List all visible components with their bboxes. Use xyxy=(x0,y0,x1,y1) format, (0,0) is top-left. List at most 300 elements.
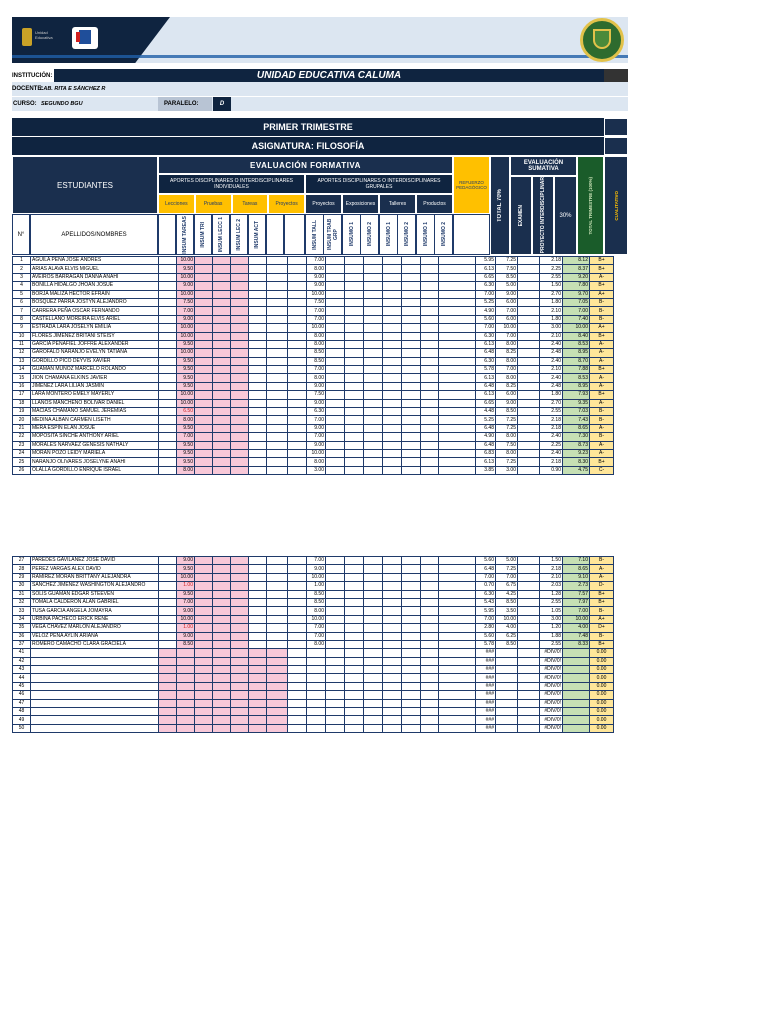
group-cell[interactable] xyxy=(421,257,439,265)
insum-cell[interactable] xyxy=(195,324,213,332)
group-score[interactable]: 8.00 xyxy=(307,340,326,348)
tareas-score[interactable]: 10.00 xyxy=(177,615,195,623)
insum-cell[interactable] xyxy=(159,649,177,657)
exam-score[interactable]: 7.25 xyxy=(496,416,518,424)
insum-cell[interactable] xyxy=(213,716,231,724)
group-cell[interactable] xyxy=(326,357,345,365)
insum-cell[interactable] xyxy=(213,307,231,315)
insum-cell[interactable] xyxy=(231,366,249,374)
group-cell[interactable] xyxy=(307,657,326,665)
project-score[interactable] xyxy=(518,441,540,449)
exam-score[interactable]: 3.00 xyxy=(496,466,518,474)
group-cell[interactable] xyxy=(326,366,345,374)
insum-cell[interactable] xyxy=(159,466,177,474)
insum-cell[interactable] xyxy=(213,374,231,382)
project-score[interactable] xyxy=(518,332,540,340)
insum-cell[interactable] xyxy=(195,340,213,348)
refuerzo-cell[interactable] xyxy=(439,340,476,348)
group-cell[interactable] xyxy=(402,399,421,407)
group-cell[interactable] xyxy=(326,699,345,707)
group-cell[interactable] xyxy=(288,298,307,306)
insum-cell[interactable] xyxy=(213,265,231,273)
group-cell[interactable] xyxy=(345,449,364,457)
tareas-score[interactable]: 8.50 xyxy=(177,640,195,648)
exam-score[interactable]: 8.25 xyxy=(496,382,518,390)
group-cell[interactable] xyxy=(421,557,439,565)
group-cell[interactable] xyxy=(364,590,383,598)
group-cell[interactable] xyxy=(326,399,345,407)
group-cell[interactable] xyxy=(421,674,439,682)
group-cell[interactable] xyxy=(345,657,364,665)
insum-cell[interactable] xyxy=(249,282,267,290)
insum-cell[interactable] xyxy=(267,307,288,315)
insum-cell[interactable] xyxy=(159,666,177,674)
group-cell[interactable] xyxy=(421,382,439,390)
group-cell[interactable] xyxy=(421,449,439,457)
group-score[interactable]: 8.50 xyxy=(307,590,326,598)
insum-cell[interactable] xyxy=(177,724,195,732)
group-cell[interactable] xyxy=(402,391,421,399)
refuerzo-cell[interactable] xyxy=(439,607,476,615)
tareas-score[interactable]: 9.50 xyxy=(177,590,195,598)
insum-cell[interactable] xyxy=(231,615,249,623)
group-score[interactable]: 8.50 xyxy=(307,598,326,606)
insum-cell[interactable] xyxy=(267,657,288,665)
exam-score[interactable] xyxy=(496,666,518,674)
group-cell[interactable] xyxy=(383,582,402,590)
group-cell[interactable] xyxy=(345,466,364,474)
insum-cell[interactable] xyxy=(213,607,231,615)
group-cell[interactable] xyxy=(345,382,364,390)
group-cell[interactable] xyxy=(402,649,421,657)
group-cell[interactable] xyxy=(345,724,364,732)
insum-cell[interactable] xyxy=(195,424,213,432)
tareas-score[interactable]: 9.50 xyxy=(177,441,195,449)
project-score[interactable] xyxy=(518,573,540,581)
group-cell[interactable] xyxy=(383,257,402,265)
group-cell[interactable] xyxy=(364,615,383,623)
group-cell[interactable] xyxy=(421,666,439,674)
group-cell[interactable] xyxy=(364,441,383,449)
group-cell[interactable] xyxy=(364,257,383,265)
insum-cell[interactable] xyxy=(213,391,231,399)
group-cell[interactable] xyxy=(364,290,383,298)
insum-cell[interactable] xyxy=(267,691,288,699)
insum-cell[interactable] xyxy=(213,340,231,348)
group-score[interactable]: 7.50 xyxy=(307,391,326,399)
group-cell[interactable] xyxy=(402,374,421,382)
insum-cell[interactable] xyxy=(249,699,267,707)
group-cell[interactable] xyxy=(383,466,402,474)
exam-score[interactable]: 7.50 xyxy=(496,441,518,449)
project-score[interactable] xyxy=(518,374,540,382)
group-cell[interactable] xyxy=(402,324,421,332)
group-cell[interactable] xyxy=(402,416,421,424)
group-cell[interactable] xyxy=(345,691,364,699)
group-cell[interactable] xyxy=(345,615,364,623)
group-cell[interactable] xyxy=(402,290,421,298)
project-score[interactable] xyxy=(518,565,540,573)
tareas-score[interactable]: 9.50 xyxy=(177,366,195,374)
insum-cell[interactable] xyxy=(231,399,249,407)
insum-cell[interactable] xyxy=(231,424,249,432)
insum-cell[interactable] xyxy=(195,624,213,632)
group-cell[interactable] xyxy=(288,307,307,315)
insum-cell[interactable] xyxy=(249,716,267,724)
insum-cell[interactable] xyxy=(267,257,288,265)
group-score[interactable]: 9.00 xyxy=(307,273,326,281)
insum-cell[interactable] xyxy=(213,449,231,457)
student-name[interactable] xyxy=(31,716,159,724)
group-cell[interactable] xyxy=(364,349,383,357)
insum-cell[interactable] xyxy=(249,349,267,357)
project-score[interactable] xyxy=(518,324,540,332)
insum-cell[interactable] xyxy=(213,632,231,640)
group-cell[interactable] xyxy=(345,649,364,657)
insum-cell[interactable] xyxy=(231,590,249,598)
group-cell[interactable] xyxy=(288,324,307,332)
insum-cell[interactable] xyxy=(213,273,231,281)
refuerzo-cell[interactable] xyxy=(439,640,476,648)
insum-cell[interactable] xyxy=(195,691,213,699)
group-cell[interactable] xyxy=(288,582,307,590)
refuerzo-cell[interactable] xyxy=(439,374,476,382)
insum-cell[interactable] xyxy=(213,708,231,716)
tareas-score[interactable]: 10.00 xyxy=(177,399,195,407)
group-score[interactable]: 10.00 xyxy=(307,573,326,581)
group-score[interactable]: 9.00 xyxy=(307,282,326,290)
group-score[interactable]: 8.50 xyxy=(307,349,326,357)
group-cell[interactable] xyxy=(326,607,345,615)
group-cell[interactable] xyxy=(383,282,402,290)
tareas-score[interactable]: 10.00 xyxy=(177,257,195,265)
group-cell[interactable] xyxy=(326,433,345,441)
project-score[interactable] xyxy=(518,265,540,273)
project-score[interactable] xyxy=(518,382,540,390)
project-score[interactable] xyxy=(518,607,540,615)
insum-cell[interactable] xyxy=(249,408,267,416)
group-score[interactable]: 9.00 xyxy=(307,399,326,407)
insum-cell[interactable] xyxy=(231,632,249,640)
insum-cell[interactable] xyxy=(267,458,288,466)
group-cell[interactable] xyxy=(364,282,383,290)
tareas-score[interactable]: 9.50 xyxy=(177,449,195,457)
exam-score[interactable]: 5.00 xyxy=(496,282,518,290)
insum-cell[interactable] xyxy=(213,366,231,374)
exam-score[interactable]: 9.00 xyxy=(496,399,518,407)
group-cell[interactable] xyxy=(288,408,307,416)
insum-cell[interactable] xyxy=(195,674,213,682)
tareas-score[interactable]: 9.50 xyxy=(177,265,195,273)
exam-score[interactable]: 7.50 xyxy=(496,265,518,273)
group-cell[interactable] xyxy=(421,391,439,399)
insum-cell[interactable] xyxy=(249,416,267,424)
insum-cell[interactable] xyxy=(231,391,249,399)
group-cell[interactable] xyxy=(383,424,402,432)
project-score[interactable] xyxy=(518,598,540,606)
insum-cell[interactable] xyxy=(213,290,231,298)
insum-cell[interactable] xyxy=(267,391,288,399)
tareas-score[interactable]: 9.00 xyxy=(177,607,195,615)
group-cell[interactable] xyxy=(326,598,345,606)
group-cell[interactable] xyxy=(326,674,345,682)
group-cell[interactable] xyxy=(326,374,345,382)
group-cell[interactable] xyxy=(421,441,439,449)
tareas-score[interactable]: 6.50 xyxy=(177,408,195,416)
group-cell[interactable] xyxy=(364,366,383,374)
insum-cell[interactable] xyxy=(267,382,288,390)
insum-cell[interactable] xyxy=(195,366,213,374)
tareas-score[interactable]: 10.00 xyxy=(177,573,195,581)
project-score[interactable] xyxy=(518,366,540,374)
group-cell[interactable] xyxy=(364,315,383,323)
group-cell[interactable] xyxy=(326,382,345,390)
group-cell[interactable] xyxy=(326,615,345,623)
insum-cell[interactable] xyxy=(177,674,195,682)
group-cell[interactable] xyxy=(307,699,326,707)
group-score[interactable]: 8.00 xyxy=(307,374,326,382)
group-cell[interactable] xyxy=(326,391,345,399)
group-cell[interactable] xyxy=(326,565,345,573)
insum-cell[interactable] xyxy=(249,366,267,374)
refuerzo-cell[interactable] xyxy=(439,716,476,724)
project-score[interactable] xyxy=(518,674,540,682)
refuerzo-cell[interactable] xyxy=(439,324,476,332)
insum-cell[interactable] xyxy=(267,590,288,598)
insum-cell[interactable] xyxy=(159,682,177,690)
project-score[interactable] xyxy=(518,424,540,432)
insum-cell[interactable] xyxy=(267,466,288,474)
group-score[interactable]: 7.00 xyxy=(307,416,326,424)
group-cell[interactable] xyxy=(402,424,421,432)
group-cell[interactable] xyxy=(402,632,421,640)
exam-score[interactable]: 7.25 xyxy=(496,565,518,573)
refuerzo-cell[interactable] xyxy=(439,573,476,581)
group-cell[interactable] xyxy=(364,582,383,590)
insum-cell[interactable] xyxy=(159,416,177,424)
project-score[interactable] xyxy=(518,640,540,648)
group-cell[interactable] xyxy=(421,366,439,374)
group-cell[interactable] xyxy=(345,424,364,432)
group-cell[interactable] xyxy=(307,682,326,690)
group-cell[interactable] xyxy=(402,724,421,732)
group-cell[interactable] xyxy=(402,315,421,323)
tareas-score[interactable]: 9.50 xyxy=(177,565,195,573)
group-cell[interactable] xyxy=(364,557,383,565)
insum-cell[interactable] xyxy=(159,374,177,382)
group-cell[interactable] xyxy=(326,590,345,598)
tareas-score[interactable]: 9.50 xyxy=(177,424,195,432)
insum-cell[interactable] xyxy=(267,433,288,441)
refuerzo-cell[interactable] xyxy=(439,724,476,732)
insum-cell[interactable] xyxy=(249,624,267,632)
project-score[interactable] xyxy=(518,708,540,716)
exam-score[interactable]: 7.25 xyxy=(496,424,518,432)
insum-cell[interactable] xyxy=(231,349,249,357)
insum-cell[interactable] xyxy=(249,298,267,306)
group-cell[interactable] xyxy=(326,640,345,648)
refuerzo-cell[interactable] xyxy=(439,624,476,632)
tareas-score[interactable]: 8.00 xyxy=(177,416,195,424)
insum-cell[interactable] xyxy=(195,449,213,457)
insum-cell[interactable] xyxy=(249,265,267,273)
insum-cell[interactable] xyxy=(231,557,249,565)
insum-cell[interactable] xyxy=(195,332,213,340)
group-cell[interactable] xyxy=(307,666,326,674)
insum-cell[interactable] xyxy=(159,391,177,399)
group-cell[interactable] xyxy=(326,557,345,565)
group-cell[interactable] xyxy=(326,458,345,466)
insum-cell[interactable] xyxy=(231,374,249,382)
group-cell[interactable] xyxy=(421,590,439,598)
insum-cell[interactable] xyxy=(177,657,195,665)
insum-cell[interactable] xyxy=(213,433,231,441)
insum-cell[interactable] xyxy=(231,433,249,441)
insum-cell[interactable] xyxy=(159,640,177,648)
exam-score[interactable]: 6.00 xyxy=(496,315,518,323)
group-cell[interactable] xyxy=(307,649,326,657)
group-cell[interactable] xyxy=(326,273,345,281)
group-cell[interactable] xyxy=(402,408,421,416)
group-cell[interactable] xyxy=(288,699,307,707)
insum-cell[interactable] xyxy=(267,349,288,357)
insum-cell[interactable] xyxy=(159,615,177,623)
insum-cell[interactable] xyxy=(195,598,213,606)
insum-cell[interactable] xyxy=(159,307,177,315)
group-cell[interactable] xyxy=(326,307,345,315)
group-cell[interactable] xyxy=(326,657,345,665)
group-cell[interactable] xyxy=(345,349,364,357)
insum-cell[interactable] xyxy=(159,449,177,457)
group-cell[interactable] xyxy=(326,324,345,332)
group-score[interactable]: 7.00 xyxy=(307,433,326,441)
insum-cell[interactable] xyxy=(267,716,288,724)
insum-cell[interactable] xyxy=(195,607,213,615)
refuerzo-cell[interactable] xyxy=(439,632,476,640)
refuerzo-cell[interactable] xyxy=(439,590,476,598)
insum-cell[interactable] xyxy=(249,424,267,432)
group-cell[interactable] xyxy=(345,340,364,348)
group-cell[interactable] xyxy=(402,282,421,290)
insum-cell[interactable] xyxy=(249,573,267,581)
insum-cell[interactable] xyxy=(159,590,177,598)
insum-cell[interactable] xyxy=(195,657,213,665)
group-cell[interactable] xyxy=(364,416,383,424)
refuerzo-cell[interactable] xyxy=(439,708,476,716)
tareas-score[interactable]: 9.50 xyxy=(177,458,195,466)
group-cell[interactable] xyxy=(345,582,364,590)
project-score[interactable] xyxy=(518,290,540,298)
group-cell[interactable] xyxy=(326,691,345,699)
group-cell[interactable] xyxy=(288,649,307,657)
tareas-score[interactable]: 9.00 xyxy=(177,557,195,565)
insum-cell[interactable] xyxy=(195,565,213,573)
insum-cell[interactable] xyxy=(231,282,249,290)
refuerzo-cell[interactable] xyxy=(439,557,476,565)
insum-cell[interactable] xyxy=(267,332,288,340)
insum-cell[interactable] xyxy=(231,708,249,716)
insum-cell[interactable] xyxy=(231,598,249,606)
refuerzo-cell[interactable] xyxy=(439,290,476,298)
insum-cell[interactable] xyxy=(249,433,267,441)
group-cell[interactable] xyxy=(326,632,345,640)
group-cell[interactable] xyxy=(364,332,383,340)
insum-cell[interactable] xyxy=(213,691,231,699)
group-cell[interactable] xyxy=(421,424,439,432)
group-cell[interactable] xyxy=(326,441,345,449)
insum-cell[interactable] xyxy=(249,724,267,732)
refuerzo-cell[interactable] xyxy=(439,466,476,474)
group-cell[interactable] xyxy=(364,433,383,441)
project-score[interactable] xyxy=(518,433,540,441)
insum-cell[interactable] xyxy=(159,382,177,390)
group-cell[interactable] xyxy=(364,565,383,573)
insum-cell[interactable] xyxy=(159,632,177,640)
group-cell[interactable] xyxy=(364,391,383,399)
group-cell[interactable] xyxy=(383,674,402,682)
group-cell[interactable] xyxy=(364,458,383,466)
insum-cell[interactable] xyxy=(249,257,267,265)
insum-cell[interactable] xyxy=(159,324,177,332)
insum-cell[interactable] xyxy=(195,682,213,690)
insum-cell[interactable] xyxy=(231,307,249,315)
exam-score[interactable]: 7.00 xyxy=(496,573,518,581)
group-score[interactable]: 8.00 xyxy=(307,458,326,466)
insum-cell[interactable] xyxy=(231,607,249,615)
refuerzo-cell[interactable] xyxy=(439,433,476,441)
insum-cell[interactable] xyxy=(213,640,231,648)
group-cell[interactable] xyxy=(364,408,383,416)
insum-cell[interactable] xyxy=(231,332,249,340)
group-score[interactable]: 7.00 xyxy=(307,257,326,265)
exam-score[interactable]: 7.00 xyxy=(496,332,518,340)
group-cell[interactable] xyxy=(345,416,364,424)
group-cell[interactable] xyxy=(383,408,402,416)
group-cell[interactable] xyxy=(383,357,402,365)
exam-score[interactable]: 8.00 xyxy=(496,374,518,382)
insum-cell[interactable] xyxy=(249,607,267,615)
exam-score[interactable] xyxy=(496,724,518,732)
insum-cell[interactable] xyxy=(213,458,231,466)
tareas-score[interactable]: 9.00 xyxy=(177,315,195,323)
group-cell[interactable] xyxy=(345,557,364,565)
tareas-score[interactable]: 10.00 xyxy=(177,273,195,281)
insum-cell[interactable] xyxy=(231,624,249,632)
tareas-score[interactable]: 8.00 xyxy=(177,466,195,474)
refuerzo-cell[interactable] xyxy=(439,282,476,290)
tareas-score[interactable]: 7.00 xyxy=(177,598,195,606)
group-cell[interactable] xyxy=(326,416,345,424)
insum-cell[interactable] xyxy=(249,391,267,399)
insum-cell[interactable] xyxy=(267,607,288,615)
group-cell[interactable] xyxy=(364,649,383,657)
insum-cell[interactable] xyxy=(159,598,177,606)
group-cell[interactable] xyxy=(364,682,383,690)
insum-cell[interactable] xyxy=(231,565,249,573)
group-cell[interactable] xyxy=(383,565,402,573)
group-cell[interactable] xyxy=(421,416,439,424)
insum-cell[interactable] xyxy=(231,449,249,457)
group-cell[interactable] xyxy=(421,573,439,581)
group-cell[interactable] xyxy=(383,682,402,690)
exam-score[interactable]: 4.00 xyxy=(496,624,518,632)
group-cell[interactable] xyxy=(421,374,439,382)
group-cell[interactable] xyxy=(383,598,402,606)
group-cell[interactable] xyxy=(402,349,421,357)
group-cell[interactable] xyxy=(364,424,383,432)
group-cell[interactable] xyxy=(383,332,402,340)
group-cell[interactable] xyxy=(326,257,345,265)
